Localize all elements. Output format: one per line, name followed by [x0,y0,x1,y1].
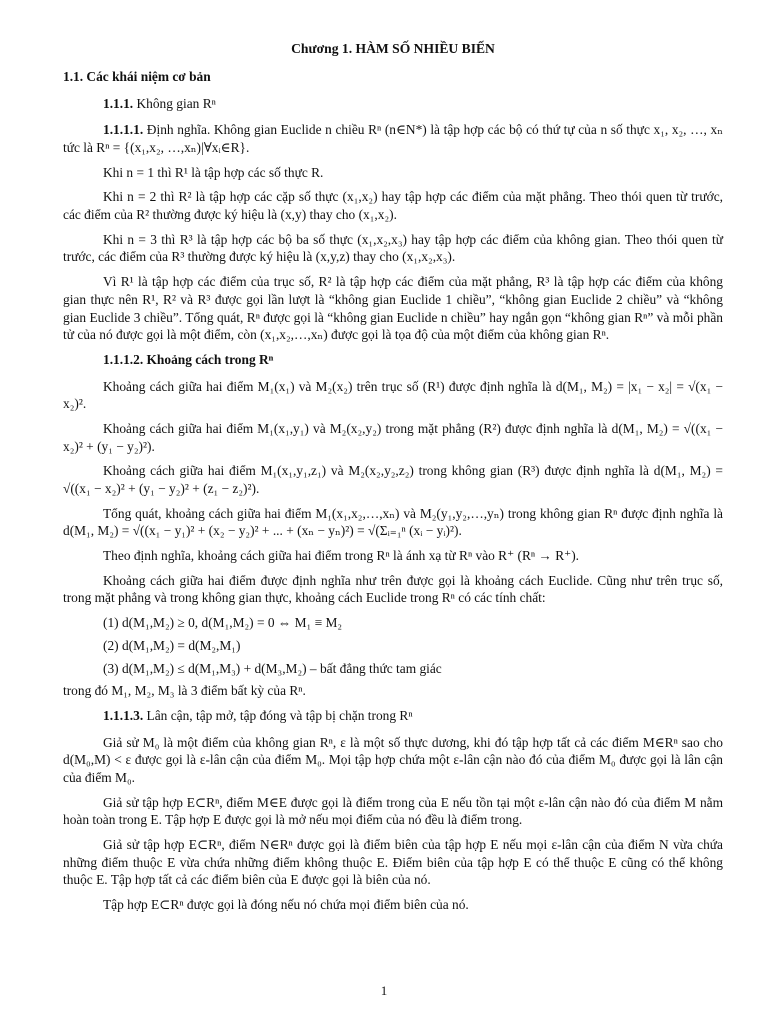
paragraph-closed-set: Tập hợp E⊂Rⁿ được gọi là đóng nếu nó chứa mọi điểm biên của nó. [103,897,469,913]
paragraph-distance-r3: Khoảng cách giữa hai điểm M₁(x₁,y₁,z₁) và M₂(x₂,y₂,z₂) trong không gian (R³) được định nghĩa là d(M₁, M₂) = √((x₁ − x₂)² + (y₁ − y₂)² + (z₁ − z₂)²). [63,463,723,496]
definition-text: Định nghĩa. Không gian Euclide n chiều Rⁿ (n∈N*) là tập hợp các bộ có thứ tự của n số thực x₁, x₂, …, xₙ tức là Rⁿ = {(x₁,x₂, …,xₙ)|∀xᵢ∈R}. [63,122,723,155]
subsection-title: Lân cận, tập mở, tập đóng và tập bị chặn trong Rⁿ [146,707,413,723]
subsection-number: 1.1.1.3. [103,707,144,723]
chapter-title: Chương 1. HÀM SỐ NHIỀU BIẾN [291,41,495,56]
property-item: (1) d(M₁,M₂) ≥ 0, d(M₁,M₂) = 0 ⇔ M₁ ≡ M₂ [103,615,343,631]
paragraph-euclid-distance: Khoảng cách giữa hai điểm được định nghĩa như trên được gọi là khoảng cách Euclide. Cũng như trên trục số, trong mặt phẳng và trong không gian thực, khoảng cách Euclide trong Rⁿ có các tính chất: [63,572,723,606]
paragraph-n2: Khi n = 2 thì R² là tập hợp các cặp số thực (x₁,x₂) hay tập hợp các điểm của mặt phẳng. Theo thói quen từ trước, các điểm của R² thường được ký hiệu là (x,y) thay cho (x₁,x₂). [63,189,723,223]
subsection-heading-1-1-1 [63,95,723,113]
paragraph-distance-r2: Khoảng cách giữa hai điểm M₁(x₁,y₁) và M₂(x₂,y₂) trong mặt phẳng (R²) được định nghĩa là d(M₁, M₂) = √((x₁ − x₂)² + (y₁ − y₂)²). [63,420,723,454]
paragraph-boundary-point: Giả sử tập hợp E⊂Rⁿ, điểm N∈Rⁿ được gọi là điểm biên của tập hợp E nếu mọi ε-lân cận của điểm N vừa chứa những điểm thuộc E vừa chứa những điểm không thuộc E. Điểm biên của tập hợp E có thể thuộc E cũng có thể không thuộc E. Tập hợp tất cả các điểm biên của E được gọi là biên của nó. [63,837,723,888]
subsection-number: 1.1.1. [103,95,134,111]
paragraph-euclidean-spaces: Vì R¹ là tập hợp các điểm của trục số, R² là tập hợp các điểm của mặt phẳng, R³ là tập hợp các điểm của không gian thực nên R¹, R² và R³ được gọi lần lượt là “không gian Euclide 1 chiều”, “không gian Euclide 2 chiều” và “không gian Euclide 3 chiều”. Tổng quát, Rⁿ được gọi là “không gian Euclide n chiều” hay ngắn gọn “không gian Rⁿ” và mỗi phần tử của nó được gọi là một điểm, còn (x₁,x₂,…,xₙ) được gọi là tọa độ của một điểm của không gian Rⁿ. [63,274,723,343]
property-item: (2) d(M₁,M₂) = d(M₂,M₁) [103,637,241,653]
paragraph-n1: Khi n = 1 thì R¹ là tập hợp các số thực R. [103,164,324,180]
paragraph-distance-r1: Khoảng cách giữa hai điểm M₁(x₁) và M₂(x₂) trên trục số (R¹) được định nghĩa là d(M₁, M₂) = |x₁ − x₂| = √(x₁ − x₂)². [63,378,723,412]
subsection-heading-1-1-1-3 [63,707,723,725]
subsection-heading-1-1-1-2: 1.1.1.2. Khoảng cách trong Rⁿ [103,351,274,367]
paragraph-distance-rn: Tổng quát, khoảng cách giữa hai điểm M₁(x₁,x₂,…,xₙ) và M₂(y₁,y₂,…,yₙ) trong không gian Rⁿ được định nghĩa là d(M₁, M₂) = √((x₁ − y₁)² + (x₂ − y₂)² + ... + (xₙ − yₙ)²) = √(Σᵢ₌₁ⁿ (xᵢ − yᵢ)²). [63,505,723,539]
paragraph-neighborhood: Giả sử M₀ là một điểm của không gian Rⁿ, ε là một số thực dương, khi đó tập hợp tất cả các điểm M∈Rⁿ sao cho d(M₀,M) < ε được gọi là ε-lân cận của điểm M₀. Mọi tập hợp chứa một ε-lân cận nào đó của điểm M₀ được gọi là lân cận của điểm M₀. [63,734,723,785]
subsection-title: Không gian Rⁿ [136,95,216,111]
property-item: (3) d(M₁,M₂) ≤ d(M₁,M₃) + d(M₃,M₂) – bất đẳng thức tam giác [103,660,442,676]
paragraph-definition [63,121,723,156]
paragraph-distance-mapping: Theo định nghĩa, khoảng cách giữa hai điểm trong Rⁿ là ánh xạ từ Rⁿ vào R⁺ (Rⁿ → R⁺). [103,548,580,564]
paragraph-n3: Khi n = 3 thì R³ là tập hợp các bộ ba số thực (x₁,x₂,x₃) hay tập hợp các điểm của không gian. Theo thói quen từ trước, các điểm của R³ thường được ký hiệu là (x,y,z) thay cho (x₁,x₂,x₃). [63,231,723,265]
definition-label: 1.1.1.1. [103,122,144,138]
paragraph-interior-point: Giả sử tập hợp E⊂Rⁿ, điểm M∈E được gọi là điểm trong của E nếu tồn tại một ε-lân cận nào đó của điểm M nằm hoàn toàn trong E. Tập hợp E được gọi là mở nếu mọi điểm của nó đều là điểm trong. [63,794,723,828]
section-heading-1-1: 1.1. Các khái niệm cơ bản [63,68,211,84]
paragraph-where: trong đó M₁, M₂, M₃ là 3 điểm bất kỳ của Rⁿ. [63,683,306,699]
page-number: 1 [380,983,388,998]
document-page [63,40,723,921]
